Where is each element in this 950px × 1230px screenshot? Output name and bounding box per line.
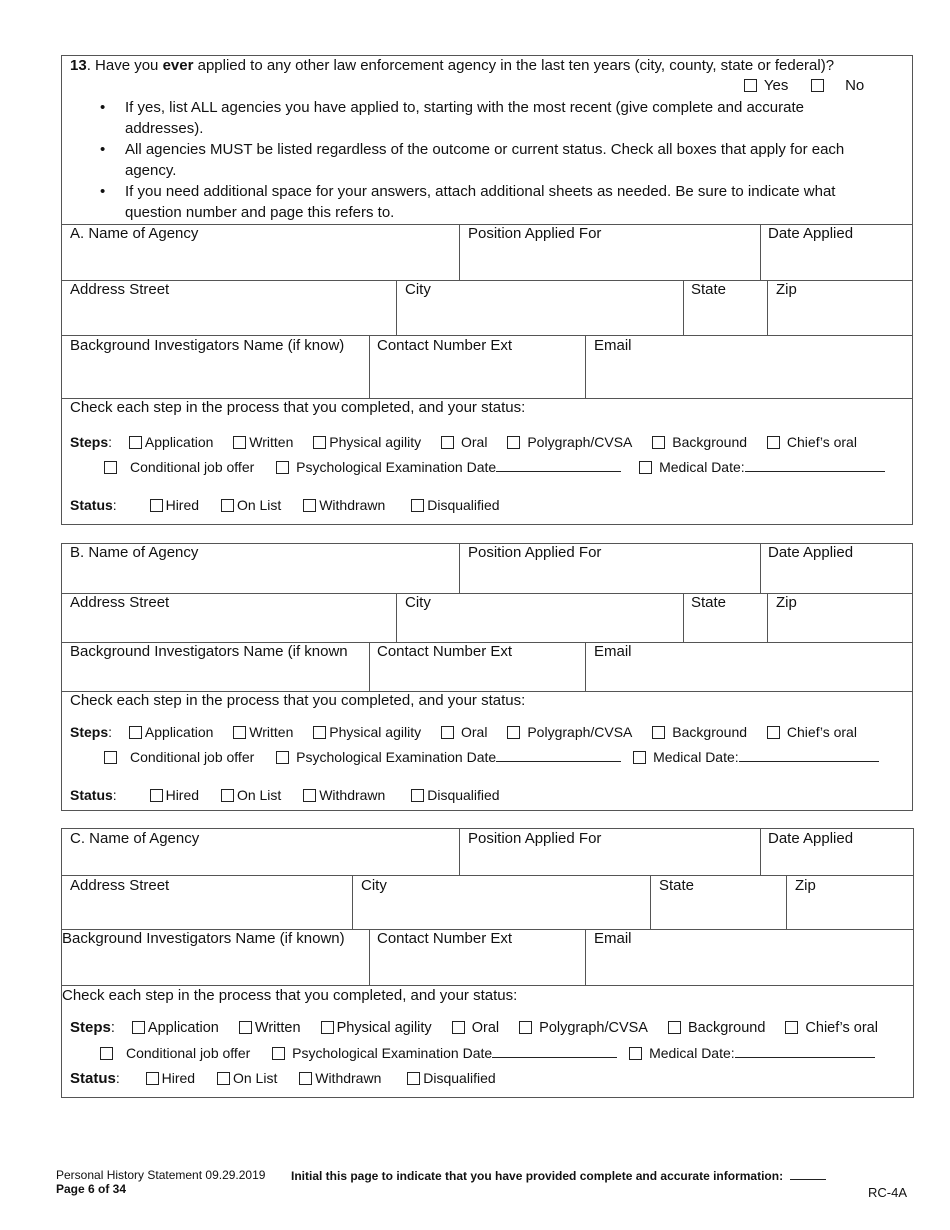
written-checkbox[interactable] bbox=[233, 436, 246, 449]
conditional-offer-checkbox[interactable] bbox=[100, 1047, 113, 1060]
conditional-offer-checkbox[interactable] bbox=[104, 751, 117, 764]
yes-checkbox[interactable] bbox=[744, 79, 757, 92]
oral-checkbox[interactable] bbox=[441, 436, 454, 449]
disqualified-checkbox[interactable] bbox=[407, 1072, 420, 1085]
medical-checkbox[interactable] bbox=[639, 461, 652, 474]
steps-row: Steps: Application Written Physical agility Oral Polygraph/CVSA Background Chief’s oral bbox=[70, 1019, 878, 1036]
date-applied-field[interactable]: Date Applied bbox=[768, 544, 854, 561]
polygraph-checkbox[interactable] bbox=[507, 436, 520, 449]
check-steps-instruction: Check each step in the process that you completed, and your status: bbox=[70, 692, 526, 709]
steps-row: Steps: Application Written Physical agility Oral Polygraph/CVSA Background Chief’s oral bbox=[70, 434, 857, 450]
on-list-checkbox[interactable] bbox=[217, 1072, 230, 1085]
medical-date-line[interactable] bbox=[739, 750, 879, 762]
yes-label: Yes bbox=[763, 77, 789, 94]
city-field[interactable]: City bbox=[361, 877, 387, 894]
investigator-name-field[interactable]: Background Investigators Name (if known) bbox=[62, 930, 345, 947]
hired-checkbox[interactable] bbox=[150, 499, 163, 512]
investigator-name-field[interactable]: Background Investigators Name (if known bbox=[70, 643, 348, 660]
no-checkbox[interactable] bbox=[811, 79, 824, 92]
on-list-checkbox[interactable] bbox=[221, 499, 234, 512]
initial-line[interactable] bbox=[790, 1168, 826, 1180]
physical-agility-checkbox[interactable] bbox=[313, 436, 326, 449]
background-checkbox[interactable] bbox=[668, 1021, 681, 1034]
medical-date-line[interactable] bbox=[745, 460, 885, 472]
disqualified-checkbox[interactable] bbox=[411, 789, 424, 802]
email-field[interactable]: Email bbox=[594, 930, 632, 947]
background-checkbox[interactable] bbox=[652, 726, 665, 739]
status-row: Status: Hired On List Withdrawn Disqualified bbox=[70, 497, 500, 513]
steps-row-2: Conditional job offer Psychological Examination Date Medical Date: bbox=[100, 1045, 875, 1061]
written-checkbox[interactable] bbox=[239, 1021, 252, 1034]
psych-exam-checkbox[interactable] bbox=[272, 1047, 285, 1060]
position-applied-field[interactable]: Position Applied For bbox=[468, 225, 602, 242]
polygraph-checkbox[interactable] bbox=[519, 1021, 532, 1034]
hired-checkbox[interactable] bbox=[150, 789, 163, 802]
application-checkbox[interactable] bbox=[129, 436, 142, 449]
city-field[interactable]: City bbox=[405, 281, 431, 298]
zip-field[interactable]: Zip bbox=[776, 281, 797, 298]
steps-row-2: Conditional job offer Psychological Examination Date Medical Date: bbox=[104, 749, 879, 765]
email-field[interactable]: Email bbox=[594, 643, 632, 660]
state-field[interactable]: State bbox=[659, 877, 695, 894]
psych-exam-checkbox[interactable] bbox=[276, 751, 289, 764]
oral-checkbox[interactable] bbox=[441, 726, 454, 739]
medical-checkbox[interactable] bbox=[629, 1047, 642, 1060]
oral-checkbox[interactable] bbox=[452, 1021, 465, 1034]
position-applied-field[interactable]: Position Applied For bbox=[468, 830, 602, 847]
address-street-field[interactable]: Address Street bbox=[70, 877, 170, 894]
psych-exam-checkbox[interactable] bbox=[276, 461, 289, 474]
withdrawn-checkbox[interactable] bbox=[299, 1072, 312, 1085]
agency-name-field[interactable]: B. Name of Agency bbox=[70, 544, 199, 561]
withdrawn-checkbox[interactable] bbox=[303, 499, 316, 512]
position-applied-field[interactable]: Position Applied For bbox=[468, 544, 602, 561]
form-code: RC-4A bbox=[868, 1185, 908, 1200]
disqualified-checkbox[interactable] bbox=[411, 499, 424, 512]
physical-agility-checkbox[interactable] bbox=[321, 1021, 334, 1034]
check-steps-instruction: Check each step in the process that you completed, and your status: bbox=[62, 987, 518, 1004]
state-field[interactable]: State bbox=[691, 594, 727, 611]
written-checkbox[interactable] bbox=[233, 726, 246, 739]
medical-checkbox[interactable] bbox=[633, 751, 646, 764]
chiefs-oral-checkbox[interactable] bbox=[785, 1021, 798, 1034]
investigator-name-field[interactable]: Background Investigators Name (if know) bbox=[70, 337, 345, 354]
date-applied-field[interactable]: Date Applied bbox=[768, 225, 854, 242]
date-applied-field[interactable]: Date Applied bbox=[768, 830, 854, 847]
application-checkbox[interactable] bbox=[129, 726, 142, 739]
chiefs-oral-checkbox[interactable] bbox=[767, 726, 780, 739]
address-street-field[interactable]: Address Street bbox=[70, 594, 170, 611]
on-list-checkbox[interactable] bbox=[221, 789, 234, 802]
contact-number-field[interactable]: Contact Number Ext bbox=[377, 643, 513, 660]
withdrawn-checkbox[interactable] bbox=[303, 789, 316, 802]
zip-field[interactable]: Zip bbox=[795, 877, 816, 894]
background-checkbox[interactable] bbox=[652, 436, 665, 449]
psych-date-line[interactable] bbox=[496, 460, 621, 472]
agency-name-field[interactable]: A. Name of Agency bbox=[70, 225, 199, 242]
conditional-offer-checkbox[interactable] bbox=[104, 461, 117, 474]
address-street-field[interactable]: Address Street bbox=[70, 281, 170, 298]
yes-no-options bbox=[744, 77, 864, 94]
steps-row: Steps: Application Written Physical agility Oral Polygraph/CVSA Background Chief’s oral bbox=[70, 724, 857, 740]
question-13-text: 13. Have you ever applied to any other law enforcement agency in the last ten years (city, county, state or federal)? bbox=[70, 57, 835, 74]
application-checkbox[interactable] bbox=[132, 1021, 145, 1034]
polygraph-checkbox[interactable] bbox=[507, 726, 520, 739]
check-steps-instruction: Check each step in the process that you completed, and your status: bbox=[70, 399, 526, 416]
status-row: Status: Hired On List Withdrawn Disqualified bbox=[70, 1070, 496, 1087]
no-label: No bbox=[845, 77, 865, 94]
zip-field[interactable]: Zip bbox=[776, 594, 797, 611]
agency-name-field[interactable]: C. Name of Agency bbox=[70, 830, 200, 847]
physical-agility-checkbox[interactable] bbox=[313, 726, 326, 739]
city-field[interactable]: City bbox=[405, 594, 431, 611]
psych-date-line[interactable] bbox=[492, 1046, 617, 1058]
contact-number-field[interactable]: Contact Number Ext bbox=[377, 337, 513, 354]
state-field[interactable]: State bbox=[691, 281, 727, 298]
email-field[interactable]: Email bbox=[594, 337, 632, 354]
psych-date-line[interactable] bbox=[496, 750, 621, 762]
page-number: Page 6 of 34 bbox=[56, 1182, 127, 1196]
hired-checkbox[interactable] bbox=[146, 1072, 159, 1085]
status-row: Status: Hired On List Withdrawn Disqualified bbox=[70, 787, 500, 803]
medical-date-line[interactable] bbox=[735, 1046, 875, 1058]
contact-number-field[interactable]: Contact Number Ext bbox=[377, 930, 513, 947]
chiefs-oral-checkbox[interactable] bbox=[767, 436, 780, 449]
footer-statement: Personal History Statement 09.29.2019 bbox=[56, 1168, 266, 1182]
footer-initial-instruction: Initial this page to indicate that you have provided complete and accurate information: bbox=[291, 1168, 826, 1183]
steps-row-2: Conditional job offer Psychological Examination Date Medical Date: bbox=[104, 459, 885, 475]
